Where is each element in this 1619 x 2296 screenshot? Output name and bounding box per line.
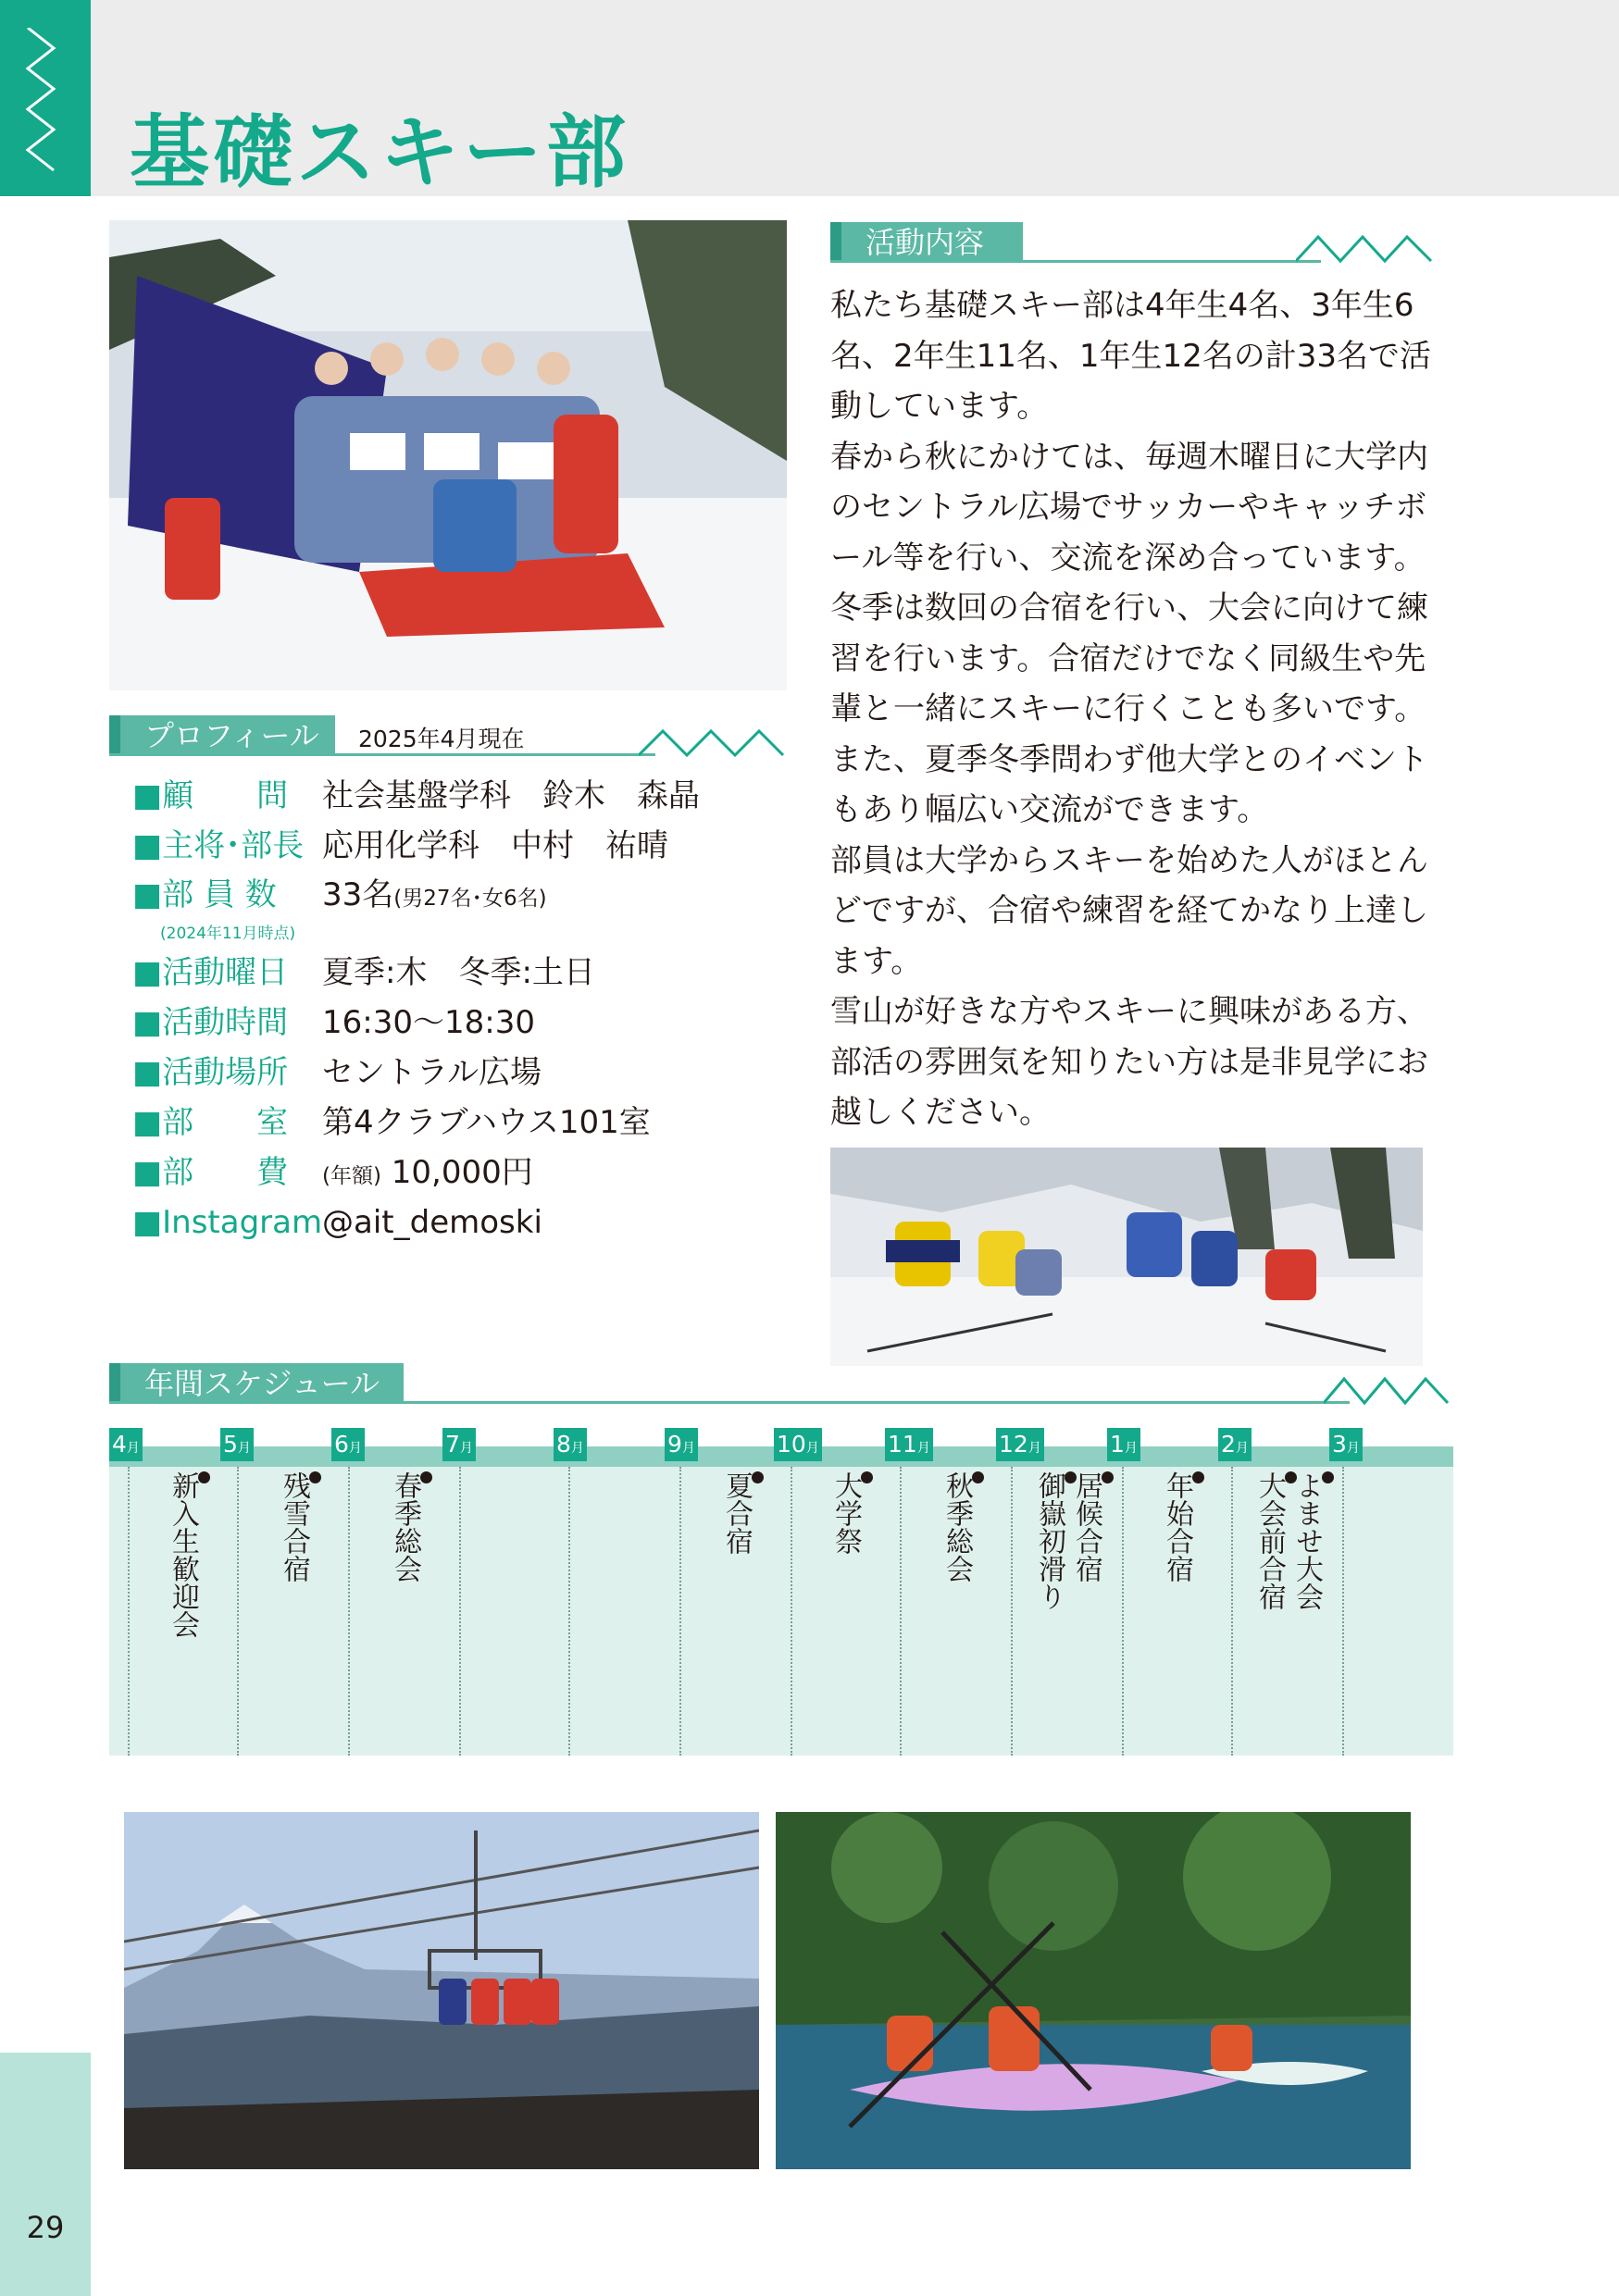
- profile-value-days: 夏季:木 冬季:土日: [322, 954, 595, 991]
- month-september: 9月: [665, 1428, 698, 1461]
- month-february: 2月: [1218, 1428, 1252, 1461]
- profile-key-advisor: ■顧 問: [132, 777, 289, 814]
- left-page-bar: [0, 2053, 91, 2296]
- month-october: 10月: [774, 1428, 822, 1461]
- month-march: 3月: [1329, 1428, 1363, 1461]
- schedule-zigzag-icon: [1324, 1375, 1453, 1407]
- month-divider: [459, 1467, 461, 1756]
- profile-fee-prefix: (年額): [322, 1164, 381, 1188]
- profile-value-place: セントラル広場: [322, 1054, 542, 1091]
- profile-as-of: 2025年4月現在: [358, 726, 525, 752]
- activity-paragraph: 春から秋にかけては、毎週木曜日に大学内のセントラル広場でサッカーやキャッチボール等を行い、交流を深め合っています。: [830, 438, 1428, 577]
- month-divider: [1231, 1467, 1233, 1756]
- activity-paragraph: また、夏季冬季問わず他大学とのイベントもあり幅広い交流ができます。: [830, 740, 1428, 828]
- profile-value-advisor: 社会基盤学科 鈴木 森晶: [322, 777, 700, 814]
- schedule-event: 大会前合宿: [1253, 1471, 1297, 1610]
- activity-zigzag-icon: [1296, 233, 1433, 265]
- profile-label-line: [109, 753, 655, 756]
- schedule-event: 夏合宿: [720, 1471, 764, 1555]
- profile-value-instagram: @ait_demoski: [322, 1204, 542, 1241]
- activity-label: 活動内容: [830, 222, 1023, 263]
- schedule-event: よませ大会: [1290, 1471, 1334, 1610]
- schedule-event: 年始合宿: [1161, 1471, 1204, 1582]
- month-divider: [1122, 1467, 1124, 1756]
- group-photo: [109, 220, 787, 690]
- month-january: 1月: [1107, 1428, 1140, 1461]
- month-may: 5月: [220, 1428, 254, 1461]
- profile-zigzag-icon: [639, 727, 787, 759]
- page-number: 29: [26, 2210, 65, 2245]
- month-divider: [1342, 1467, 1344, 1756]
- month-april: 4月: [109, 1428, 143, 1461]
- profile-value-fee: (年額) 10,000円: [322, 1154, 533, 1191]
- schedule-label: 年間スケジュール: [109, 1363, 404, 1404]
- month-november: 11月: [885, 1428, 933, 1461]
- profile-label: プロフィール: [109, 715, 335, 756]
- activity-text: [830, 280, 1432, 1138]
- profile-key-days: ■活動曜日: [132, 954, 289, 991]
- profile-key-time: ■活動時間: [132, 1004, 289, 1041]
- profile-members-note: (2024年11月時点): [160, 925, 296, 943]
- ski-lift-photo: [124, 1812, 759, 2169]
- schedule-event: 秋季総会: [940, 1471, 984, 1582]
- schedule-event: 大学祭: [829, 1471, 873, 1555]
- activity-paragraph: 私たち基礎スキー部は4年生4名、3年生6名、2年生11名、1年生12名の計33名で活動しています。: [830, 287, 1432, 425]
- activity-paragraph: 雪山が好きな方やスキーに興味がある方、部活の雰囲気を知りたい方は是非見学にお越しください。: [830, 993, 1428, 1131]
- schedule-event: 新入生歓迎会: [167, 1471, 210, 1638]
- page-title: 基礎スキー部: [130, 106, 629, 199]
- schedule-event: 居候合宿: [1070, 1471, 1114, 1582]
- header-accent: [0, 0, 91, 196]
- profile-key-place: ■活動場所: [132, 1054, 289, 1091]
- schedule-event: 春季総会: [389, 1471, 432, 1582]
- profile-key-members: ■部 員 数: [132, 876, 277, 913]
- profile-value-captain: 応用化学科 中村 祐晴: [322, 827, 668, 864]
- kayak-photo: [776, 1812, 1411, 2169]
- month-divider: [679, 1467, 681, 1756]
- month-july: 7月: [442, 1428, 476, 1461]
- activity-label-line: [830, 260, 1321, 263]
- profile-key-room: ■部 室: [132, 1104, 289, 1141]
- month-august: 8月: [554, 1428, 587, 1461]
- month-divider: [1011, 1467, 1013, 1756]
- month-divider: [237, 1467, 239, 1756]
- activity-paragraph: 部員は大学からスキーを始めた人がほとんどですが、合宿や練習を経てかなり上達します。: [830, 841, 1428, 980]
- month-june: 6月: [331, 1428, 365, 1461]
- schedule-label-line: [109, 1401, 1350, 1404]
- month-divider: [900, 1467, 902, 1756]
- profile-members-detail: (男27名･女6名): [393, 887, 547, 911]
- profile-key-instagram: ■Instagram: [132, 1204, 323, 1241]
- month-divider: [348, 1467, 350, 1756]
- schedule-event: 御嶽初滑り: [1033, 1471, 1077, 1610]
- profile-value-room: 第4クラブハウス101室: [322, 1104, 651, 1141]
- schedule-event: 残雪合宿: [278, 1471, 321, 1582]
- month-divider: [568, 1467, 570, 1756]
- profile-key-fee: ■部 費: [132, 1154, 289, 1191]
- month-divider: [128, 1467, 130, 1756]
- profile-key-captain: ■主将･部長: [132, 827, 305, 864]
- skiing-photo: [830, 1148, 1423, 1366]
- profile-value-time: 16:30～18:30: [322, 1004, 535, 1041]
- profile-value-members: 33名(男27名･女6名): [322, 876, 547, 913]
- month-divider: [791, 1467, 792, 1756]
- header-zigzag-icon: [26, 28, 63, 176]
- activity-paragraph: 冬季は数回の合宿を行い、大会に向けて練習を行います。合宿だけでなく同級生や先輩と一緒にスキーに行くことも多いです。: [830, 590, 1428, 727]
- month-december: 12月: [996, 1428, 1044, 1461]
